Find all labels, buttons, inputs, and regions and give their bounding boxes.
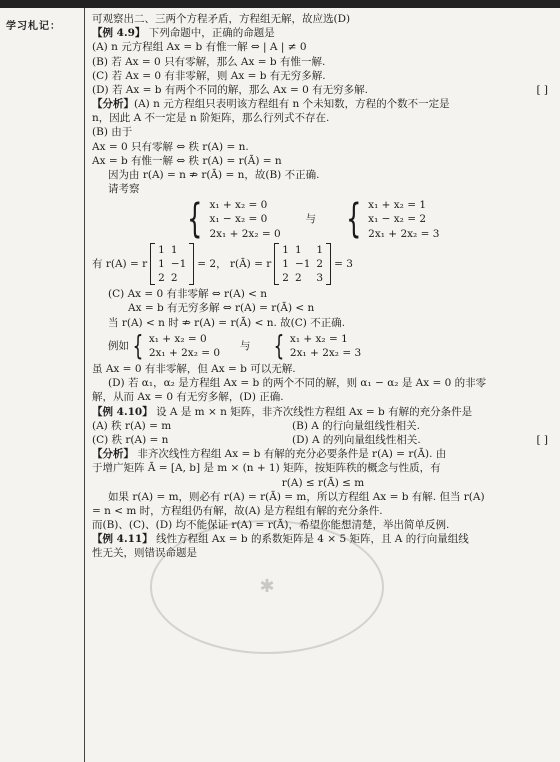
option-c: (C) 秩 r(A) = n	[92, 433, 169, 446]
rank-text: = 2， r(Ā) = r	[197, 257, 272, 270]
answer-bracket: [ ]	[536, 83, 548, 96]
coefficient-matrix: 1 1 2 1 −1 2	[150, 243, 194, 286]
option-d: (D) 若 Ax = b 有两个不同的解，那么 Ax = 0 有无穷多解.	[92, 83, 368, 96]
text-line: (B) 由于	[92, 126, 133, 139]
text-line: 解，从而 Ax = 0 有无穷多解，(D) 正确.	[92, 391, 284, 404]
system-inhomogeneous	[368, 198, 439, 241]
equation: 2x₁ + 2x₂ = 3	[289, 346, 362, 359]
example-tag: 【例 4.11】	[92, 533, 153, 546]
option-b: (B) 若 Ax = 0 只有零解，那么 Ax = b 有惟一解.	[92, 55, 326, 68]
text-line: (D) 若 α₁，α₂ 是方程组 Ax = b 的两个不同的解，则 α₁ − α₂ 是 Ax = 0 的非零	[108, 377, 487, 390]
page-body	[92, 12, 554, 561]
rank-line	[92, 243, 554, 286]
system-homogeneous	[209, 198, 280, 241]
answer-bracket: [ ]	[536, 433, 548, 446]
text-line: Ax = b 有无穷多解 ⇔ r(A) = r(Ā) < n	[128, 302, 315, 315]
equation: x₁ + x₂ = 0	[148, 332, 207, 345]
text-line: (C) Ax = 0 有非零解 ⇔ r(A) < n	[108, 288, 268, 301]
text-line: Ax = b 有惟一解 ⇔ 秩 r(A) = r(Ā) = n	[92, 154, 282, 167]
equation: 2x₁ + 2x₂ = 0	[209, 227, 281, 240]
text-line: 当 r(A) < n 时 ⇏ r(A) = r(Ā) < n. 故(C) 不正确.	[108, 316, 346, 329]
left-brace: {	[187, 196, 203, 243]
text-line: 可观察出二、三两个方程矛盾，方程组无解，故应选(D)	[92, 13, 351, 25]
text-line: Ax = 0 只有零解 ⇔ 秩 r(A) = n.	[92, 140, 249, 153]
analysis-tag: 【分析】	[92, 448, 134, 461]
analysis-tag: 【分析】	[92, 98, 134, 111]
text-line: 非齐次线性方程组 Ax = b 有解的充分必要条件是 r(A) = r(Ā). 由	[137, 448, 447, 461]
text-line: 下列命题中，正确的命题是	[148, 27, 275, 40]
conjunction: 与	[239, 339, 251, 352]
rank-text: 有 r(A) = r	[92, 257, 148, 270]
text-line: 于增广矩阵 Ā = [A, b] 是 m × (n + 1) 矩阵，按矩阵秩的概念与性质，有	[92, 462, 441, 475]
equation: x₁ + x₂ = 1	[289, 332, 348, 345]
library-stamp: ✱	[150, 520, 384, 654]
system-example-2	[290, 332, 361, 360]
equation: 2x₁ + 2x₂ = 3	[368, 227, 440, 240]
left-brace: {	[273, 328, 285, 362]
left-brace: {	[345, 196, 362, 243]
option-c: (C) 若 Ax = 0 有非零解，则 Ax = b 有无穷多解.	[92, 69, 326, 82]
text-line: 线性方程组 Ax = b 的系数矩阵是 4 × 5 矩阵，且 A 的行向量组线	[156, 533, 469, 546]
conjunction: 与	[305, 213, 316, 226]
equation: x₁ + x₂ = 0	[209, 199, 268, 212]
option-a: (A) 秩 r(A) = m	[92, 419, 172, 432]
text-line: n，因此 A 不一定是 n 阶矩阵，那么行列式不存在.	[92, 112, 330, 125]
equation: x₁ − x₂ = 2	[368, 213, 427, 226]
top-rule	[0, 0, 560, 8]
text-line: = n < m 时，方程组仍有解，故(A) 是方程组有解的充分条件.	[92, 504, 383, 517]
system-example-1	[149, 332, 220, 360]
inequality: r(A) ≤ r(Ā) ≤ m	[281, 476, 365, 489]
option-d: (D) A 的列向量组线性相关.	[292, 433, 421, 446]
text-line: 而(B)、(C)、(D) 均不能保证 r(A) = r(Ā)，希望你能想清楚，举出简单反例.	[92, 519, 450, 532]
text-line: 因为由 r(A) = n ⇏ r(Ā) = n，故(B) 不正确.	[108, 168, 320, 181]
text-line: 虽 Ax = 0 有非零解，但 Ax = b 可以无解.	[92, 363, 296, 376]
equation: 2x₁ + 2x₂ = 0	[148, 346, 221, 359]
equation-systems-1	[92, 198, 554, 241]
rank-text: = 3	[334, 257, 353, 270]
text-line: 如果 r(A) = m，则必有 r(A) = r(Ā) = m，所以方程组 Ax = b 有解. 但当 r(A)	[108, 490, 485, 503]
example-tag: 【例 4.10】	[92, 405, 153, 418]
text-line: 请考察	[108, 183, 140, 196]
equation: x₁ − x₂ = 0	[209, 213, 268, 226]
option-a: (A) n 元方程组 Ax = b 有惟一解 ⇔ | A | ≠ 0	[92, 41, 307, 54]
example-tag: 【例 4.9】	[92, 27, 146, 40]
text-line: 设 A 是 m × n 矩阵，非齐次线性方程组 Ax = b 有解的充分条件是	[156, 405, 473, 418]
left-brace: {	[132, 328, 144, 362]
text-line: 例如	[108, 339, 129, 352]
option-b: (B) A 的行向量组线性相关.	[292, 419, 421, 432]
notes-margin	[0, 8, 85, 762]
equation-systems-2	[92, 328, 554, 362]
augmented-matrix: 1 1 2 1 −1 2 1 2 3	[274, 243, 331, 286]
text-line: 性无关，则错误命题是	[92, 547, 197, 560]
notes-label: 学习札记：	[6, 21, 61, 32]
equation: x₁ + x₂ = 1	[368, 199, 427, 212]
text-line: (A) n 元方程组只表明该方程组有 n 个未知数，方程的个数不一定是	[134, 98, 450, 111]
